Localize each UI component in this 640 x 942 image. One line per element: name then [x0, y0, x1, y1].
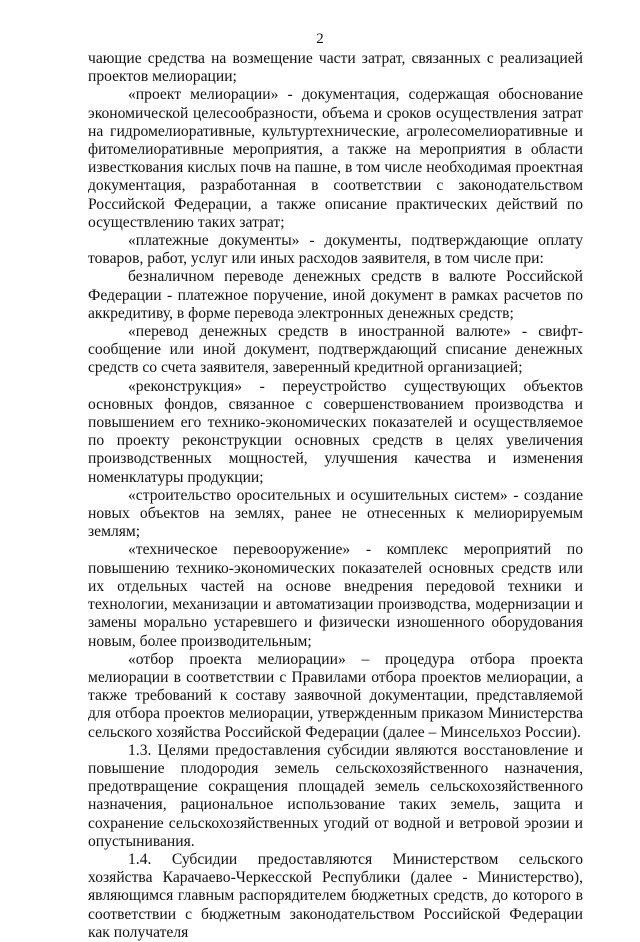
paragraph-definition-irrigation-construction: «строительство оросительных и осушительных систем» - создание новых объектов на землях, ранее не отнесенных к мелиорируемым землям; — [88, 486, 583, 541]
paragraph-cashless-transfer: безналичном переводе денежных средств в валюте Российской Федерации - платежное поручение, иной документ в рамках расчетов по аккредитиву, в форме перевода электронных денежных средств; — [88, 268, 583, 322]
paragraph-definition-reconstruction: «реконструкция» - переустройство существующих объектов основных фондов, связанное с совершенствованием производства и повышением его технико-экономических показателей и осуществляемое по проекту реконструкции основных средств в целях увеличения производственных мощностей, улучшения качества и изменения номенклатуры продукции; — [88, 377, 583, 486]
paragraph-definition-technical-reequipment: «техническое перевооружение» - комплекс мероприятий по повышению технико-экономических показателей основных средств или их отдельных частей на основе внедрения передовой техники и технологии, механизации и автоматизации производства, модернизации и замены морально устаревшего и физически изношенного оборудования новым, более производительным; — [88, 541, 583, 650]
paragraph-definition-payment-documents: «платежные документы» - документы, подтверждающие оплату товаров, работ, услуг или иных расходов заявителя, в том числе при: — [88, 232, 583, 268]
paragraph-definition-melioration-project: «проект мелиорации» - документация, содержащая обоснование экономической целесообразности, объема и сроков осуществления затрат на гидромелиоративные, культуртехнические, агролесомелиоративные и фитомелиоративные мероприятия, а также на мероприятия в области известкования кислых почв на пашне, в том числе необходимая проектная документация, разработанная в соответствии с законодательством Российской Федерации, а также описание практических действий по осуществлению таких затрат; — [88, 86, 583, 231]
paragraph-foreign-currency-transfer: «перевод денежных средств в иностранной валюте» - свифт-сообщение или иной документ, подтверждающий списание денежных средств со счета заявителя, заверенный кредитной организацией; — [88, 323, 583, 377]
paragraph-continuation: чающие средства на возмещение части затрат, связанных с реализацией проектов мелиорации; — [88, 50, 583, 86]
document-body — [88, 50, 583, 942]
paragraph-section-1-4: 1.4. Субсидии предоставляются Министерством сельского хозяйства Карачаево-Черкесской Республики (далее - Министерство), являющимся главным распорядителем бюджетных средств, до которого в соответствии с бюджетным законодательством Российской Федерации как получателя — [88, 850, 583, 941]
paragraph-definition-project-selection: «отбор проекта мелиорации» – процедура отбора проекта мелиорации в соответствии с Правилами отбора проектов мелиорации, а также требований к составу заявочной документации, представляемой для отбора проектов мелиорации, утвержденным приказом Министерства сельского хозяйства Российской Федерации (далее – Минсельхоз России). — [88, 650, 583, 741]
paragraph-section-1-3: 1.3. Целями предоставления субсидии являются восстановление и повышение плодородия земель сельскохозяйственного назначения, предотвращение сокращения площадей земель сельскохозяйственного назначения, рациональное использование таких земель, защита и сохранение сельскохозяйственных угодий от водной и ветровой эрозии и опустынивания. — [88, 741, 583, 850]
page-number: 2 — [316, 31, 324, 47]
